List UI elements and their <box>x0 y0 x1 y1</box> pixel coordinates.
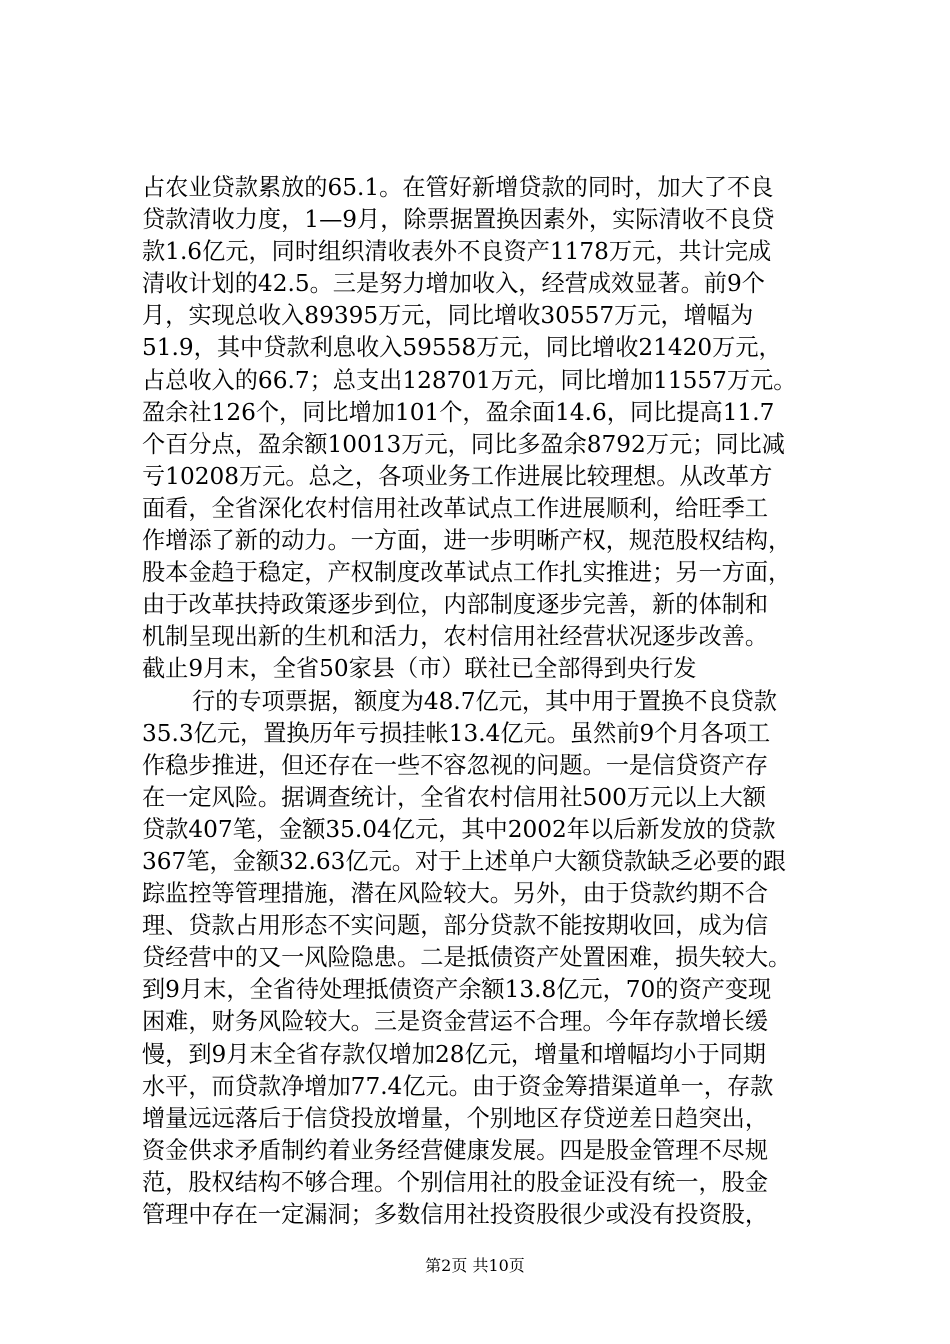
text-line: 贷经营中的又一风险隐患。二是抵债资产处置困难，损失较大。 <box>142 944 792 972</box>
text-line: 占农业贷款累放的65.1。在管好新增贷款的同时，加大了不良 <box>142 174 774 201</box>
text-line: 资金供求矛盾制约着业务经营健康发展。四是股金管理不尽规 <box>142 1136 769 1164</box>
text-line: 占总收入的66.7；总支出128701万元，同比增加11557万元。 <box>142 366 797 394</box>
text-line: 贷款清收力度，1—9月，除票据置换因素外，实际清收不良贷 <box>142 206 775 234</box>
text-line: 慢，到9月末全省存款仅增加28亿元，增量和增幅均小于同期 <box>142 1040 766 1068</box>
paragraph-start-line: 行的专项票据，额度为48.7亿元，其中用于置换不良贷款 <box>192 687 777 715</box>
text-line: 由于改革扶持政策逐步到位，内部制度逐步完善，新的体制和 <box>142 591 769 619</box>
text-line: 作增添了新的动力。一方面，进一步明晰产权，规范股权结构， <box>142 527 792 555</box>
text-line: 清收计划的42.5。三是努力增加收入，经营成效显著。前9个 <box>142 270 765 298</box>
text-line: 机制呈现出新的生机和活力，农村信用社经营状况逐步改善。 <box>142 623 769 651</box>
text-line: 月，实现总收入89395万元，同比增收30557万元，增幅为 <box>142 302 754 330</box>
text-line: 51.9，其中贷款利息收入59558万元，同比增收21420万元， <box>142 334 782 362</box>
text-line: 增量远远落后于信贷投放增量，个别地区存贷逆差日趋突出， <box>142 1104 769 1132</box>
text-line: 作稳步推进，但还存在一些不容忽视的问题。一是信贷资产存 <box>142 751 769 779</box>
text-line: 盈余社126个，同比增加101个，盈余面14.6，同比提高11.7 <box>142 398 775 426</box>
text-line: 款1.6亿元，同时组织清收表外不良资产1178万元，共计完成 <box>142 238 772 266</box>
text-line: 范，股权结构不够合理。个别信用社的股金证没有统一，股金 <box>142 1168 769 1196</box>
text-line: 股本金趋于稳定，产权制度改革试点工作扎实推进；另一方面， <box>142 559 792 587</box>
body-text <box>142 172 822 1231</box>
text-line: 理、贷款占用形态不实问题，部分贷款不能按期收回，成为信 <box>142 912 769 940</box>
text-line: 踪监控等管理措施，潜在风险较大。另外，由于贷款约期不合 <box>142 880 769 908</box>
text-line: 到9月末，全省待处理抵债资产余额13.8亿元，70的资产变现 <box>142 976 772 1004</box>
text-line: 35.3亿元，置换历年亏损挂帐13.4亿元。虽然前9个月各项工 <box>142 719 771 747</box>
text-line: 亏10208万元。总之，各项业务工作进展比较理想。从改革方 <box>142 462 773 490</box>
text-line: 贷款407笔，金额35.04亿元，其中2002年以后新发放的贷款 <box>142 815 776 843</box>
text-line: 367笔，金额32.63亿元。对于上述单户大额贷款缺乏必要的跟 <box>142 847 786 875</box>
text-line: 个百分点，盈余额10013万元，同比多盈余8792万元；同比减 <box>142 430 785 458</box>
text-line: 水平，而贷款净增加77.4亿元。由于资金筹措渠道单一，存款 <box>142 1072 774 1100</box>
text-line: 面看，全省深化农村信用社改革试点工作进展顺利，给旺季工 <box>142 494 769 522</box>
text-line: 困难，财务风险较大。三是资金营运不合理。今年存款增长缓 <box>142 1008 769 1036</box>
page-footer: 第2页 共10页 <box>425 1256 525 1275</box>
text-line: 截止9月末，全省50家县（市）联社已全部得到央行发 <box>142 655 697 683</box>
text-line: 在一定风险。据调查统计，全省农村信用社500万元以上大额 <box>142 783 766 811</box>
text-line: 管理中存在一定漏洞；多数信用社投资股很少或没有投资股， <box>142 1201 769 1228</box>
